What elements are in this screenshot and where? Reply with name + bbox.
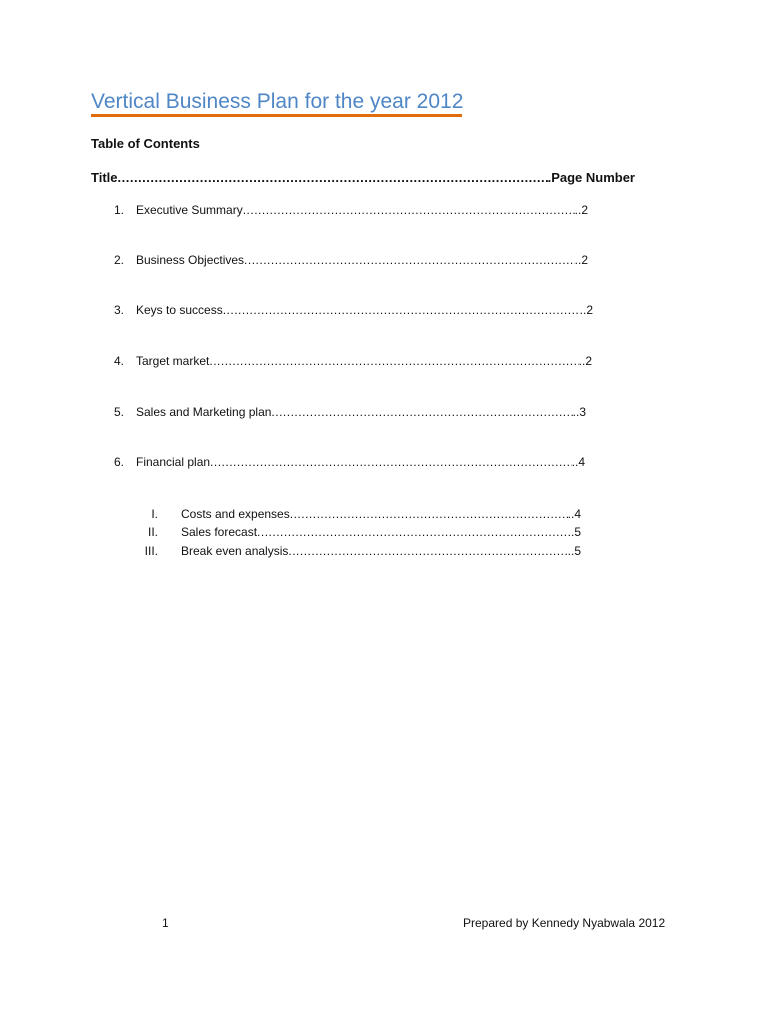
toc-subitem-number: II. [147,525,158,539]
toc-item-label: Executive Summary [136,203,243,217]
toc-item-label: Target market [136,354,210,368]
dot-leader [244,253,575,267]
toc-item-number: 6. [113,455,124,469]
toc-heading: Table of Contents [91,136,200,151]
toc-item-number: 2. [113,253,124,267]
toc-subitem-page: ..5 [567,525,581,539]
dot-leader [257,525,568,539]
toc-item[interactable] [136,203,588,217]
toc-page-label: .Page Number [547,170,635,185]
footer-prepared-by: Prepared by Kennedy Nyabwala 2012 [463,916,666,930]
toc-item[interactable] [136,253,588,267]
toc-subitem[interactable] [181,507,581,521]
dot-leader [223,303,580,317]
toc-item-page: ..2 [578,354,592,368]
dot-leader [288,544,567,558]
dot-leader [271,405,572,419]
toc-subitem-page: ..5 [567,544,581,558]
toc-item-label: Sales and Marketing plan [136,405,272,419]
toc-item[interactable] [136,354,592,368]
dot-leader [210,455,572,469]
toc-item-number: 3. [113,303,124,317]
toc-item[interactable] [136,405,586,419]
toc-item-number: 4. [113,354,124,368]
toc-subitem-page: ..4 [567,507,581,521]
toc-subitem-label: Costs and expenses [181,507,290,521]
toc-title-label: Title [91,170,118,185]
document-title: Vertical Business Plan for the year 2012 [91,90,464,113]
toc-item-page: ..2 [574,253,588,267]
dot-leader [290,507,568,521]
toc-header-row [91,170,635,185]
dot-leader [243,203,575,217]
toc-subitem-label: Break even analysis [181,544,289,558]
toc-subitem-number: I. [151,507,158,521]
toc-item[interactable] [136,303,593,317]
toc-item-number: 1. [113,203,124,217]
toc-item-number: 5. [113,405,124,419]
toc-subitem[interactable] [181,544,581,558]
dot-leader [209,354,578,368]
toc-item-label: Financial plan [136,455,211,469]
footer-page-number: 1 [162,916,169,930]
toc-item-label: Business Objectives [136,253,245,267]
toc-item-page: ..2 [579,303,593,317]
toc-subitem-label: Sales forecast [181,525,258,539]
toc-item-page: ..4 [571,455,585,469]
toc-item-label: Keys to success [136,303,223,317]
toc-item-page: ..3 [572,405,586,419]
toc-item[interactable] [136,455,585,469]
toc-item-page: ..2 [574,203,588,217]
toc-subitem[interactable] [181,525,581,539]
dot-leader [118,170,548,185]
title-underline [91,114,462,117]
toc-subitem-number: III. [144,544,158,558]
